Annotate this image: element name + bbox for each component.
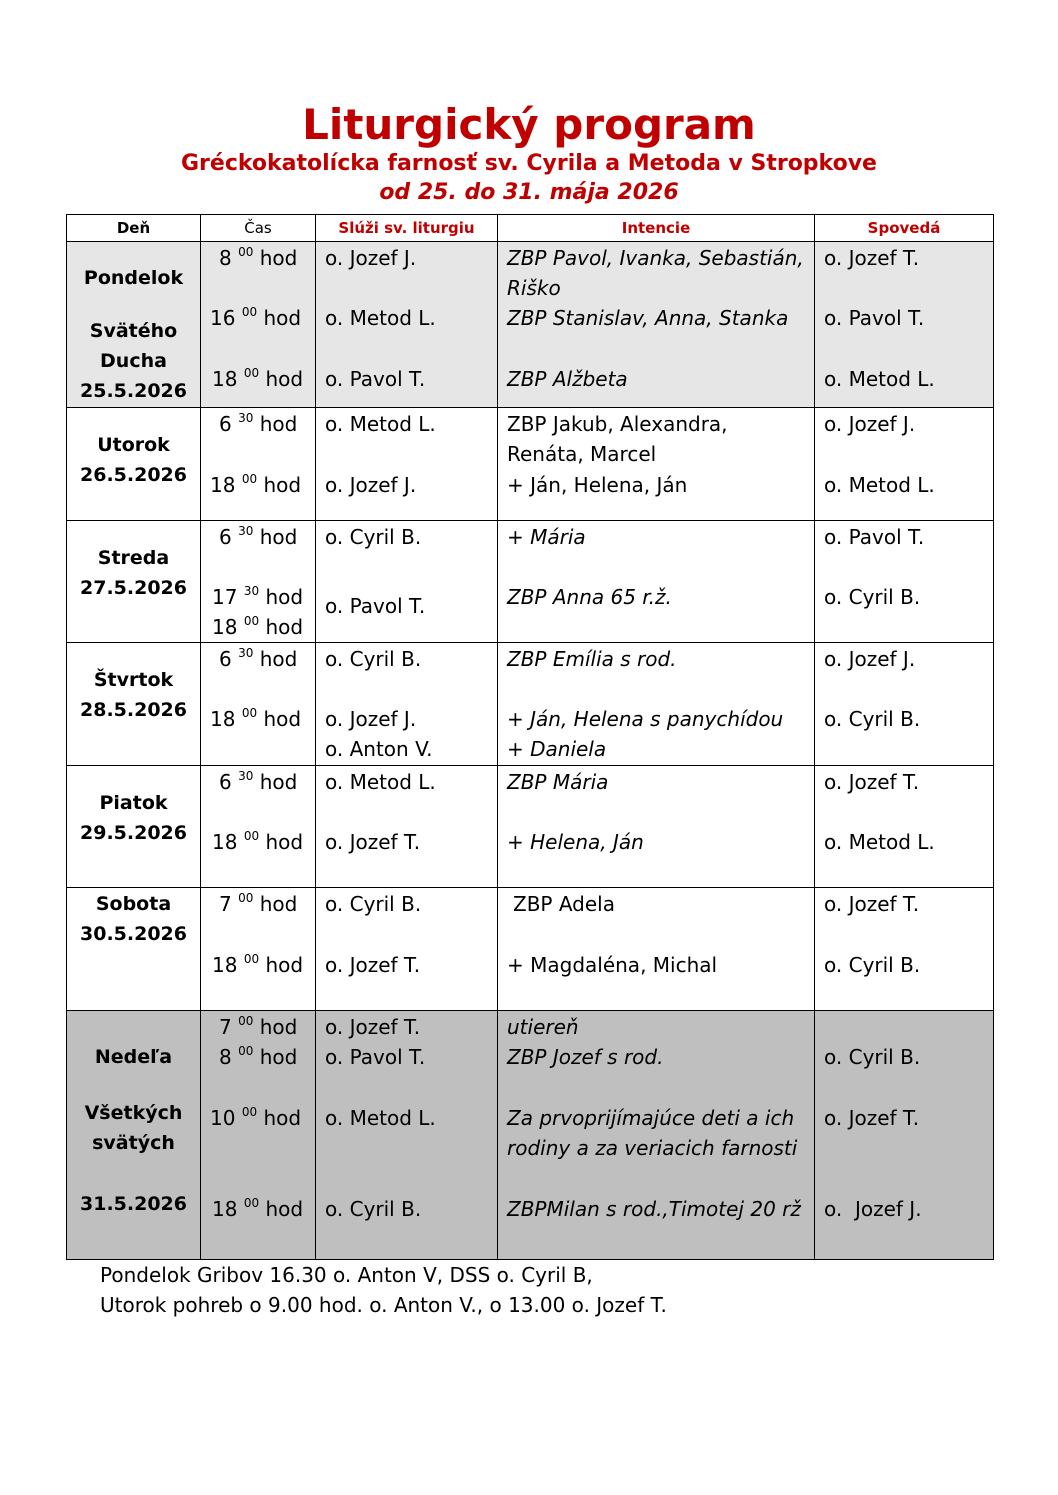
intention-cell xyxy=(498,766,815,888)
page-title: Liturgický program xyxy=(302,100,756,149)
day-cell xyxy=(67,643,201,766)
time-slot: 6 $^{30}$ hod xyxy=(219,524,298,549)
time-slot: 18 $^{00}$ hod xyxy=(212,366,304,391)
table-row xyxy=(67,643,994,766)
time-cell xyxy=(201,408,316,521)
priest-name: o. Cyril B. xyxy=(325,525,422,549)
celebrant-cell xyxy=(316,643,498,766)
day-date: 26.5.2026 xyxy=(80,464,187,486)
intention-cell xyxy=(498,888,815,1011)
priest-name: o. Jozef J. xyxy=(325,473,417,497)
day-cell xyxy=(67,1011,201,1260)
feast-name: svätých xyxy=(92,1132,175,1154)
intention-text: + Helena, Ján xyxy=(507,830,644,854)
time-slot: 18 $^{00}$ hod xyxy=(212,614,304,639)
footer-note: Pondelok Gribov 16.30 o. Anton V, DSS o. Cyril B, xyxy=(100,1263,593,1287)
time-slot: 16 $^{00}$ hod xyxy=(210,305,302,330)
intention-text: + Ján, Helena s panychídou xyxy=(507,707,784,731)
time-slot: 6 $^{30}$ hod xyxy=(219,411,298,436)
confessor-name: o. Cyril B. xyxy=(824,707,921,731)
confessor-cell xyxy=(815,521,994,643)
col-header-intentions: Intencie xyxy=(498,215,815,242)
table-row xyxy=(67,242,994,408)
priest-name: o. Metod L. xyxy=(325,770,436,794)
table-row xyxy=(67,888,994,1011)
intention-text: + Ján, Helena, Ján xyxy=(507,473,688,497)
time-slot: 17 $^{30}$ hod xyxy=(212,584,304,609)
day-date: 31.5.2026 xyxy=(80,1193,187,1215)
col-header-confessor: Spovedá xyxy=(815,215,994,242)
confessor-name: o. Jozef J. xyxy=(824,1197,922,1221)
day-name: Sobota xyxy=(95,893,172,915)
celebrant-cell xyxy=(316,766,498,888)
table-row xyxy=(67,766,994,888)
time-slot: 18 $^{00}$ hod xyxy=(212,1196,304,1221)
intention-text: ZBP Mária xyxy=(507,770,609,794)
feast-name: Všetkých xyxy=(84,1102,183,1124)
intention-cell xyxy=(498,1011,815,1260)
intention-text: ZBP Alžbeta xyxy=(507,367,628,391)
intention-cell xyxy=(498,521,815,643)
feast-name: Svätého xyxy=(89,320,178,342)
day-name: Štvrtok xyxy=(93,669,174,691)
confessor-cell xyxy=(815,643,994,766)
priest-name: o. Cyril B. xyxy=(325,892,422,916)
table-header-row xyxy=(67,215,994,242)
confessor-name: o. Cyril B. xyxy=(824,585,921,609)
intention-cell xyxy=(498,408,815,521)
time-cell xyxy=(201,242,316,408)
time-slot: 18 $^{00}$ hod xyxy=(210,472,302,497)
day-date: 30.5.2026 xyxy=(80,923,187,945)
confessor-name: o. Metod L. xyxy=(824,473,935,497)
priest-name: o. Pavol T. xyxy=(325,1045,426,1069)
confessor-name: o. Pavol T. xyxy=(824,525,925,549)
confessor-cell xyxy=(815,1011,994,1260)
priest-name: o. Jozef T. xyxy=(325,1015,421,1039)
confessor-name: o. Jozef J. xyxy=(824,412,916,436)
intention-text: ZBP Jozef s rod. xyxy=(507,1045,664,1069)
time-cell xyxy=(201,888,316,1011)
priest-name: o. Anton V. xyxy=(325,737,433,761)
intention-text: ZBP Emília s rod. xyxy=(507,647,677,671)
confessor-name: o. Cyril B. xyxy=(824,953,921,977)
confessor-name: o. Jozef T. xyxy=(824,246,920,270)
time-slot: 10 $^{00}$ hod xyxy=(210,1105,302,1130)
time-cell xyxy=(201,643,316,766)
col-header-time: Čas xyxy=(201,215,316,242)
day-date: 27.5.2026 xyxy=(80,577,187,599)
intention-text: Za prvoprijímajúce deti a ich rodiny a za veriacich farnosti xyxy=(507,1106,798,1160)
intention-text: ZBP Adela xyxy=(513,892,615,916)
intention-cell xyxy=(498,643,815,766)
priest-name: o. Jozef J. xyxy=(325,707,417,731)
confessor-name: o. Jozef T. xyxy=(824,1106,920,1130)
day-cell xyxy=(67,521,201,643)
confessor-cell xyxy=(815,766,994,888)
time-slot: 18 $^{00}$ hod xyxy=(212,829,304,854)
schedule-table xyxy=(66,214,994,1260)
day-cell xyxy=(67,766,201,888)
time-cell xyxy=(201,1011,316,1260)
day-cell xyxy=(67,888,201,1011)
confessor-cell xyxy=(815,888,994,1011)
intention-text: + Daniela xyxy=(507,737,607,761)
intention-cell xyxy=(498,242,815,408)
confessor-name: o. Metod L. xyxy=(824,830,935,854)
intention-text: ZBP Anna 65 r.ž. xyxy=(507,585,672,609)
time-slot: 18 $^{00}$ hod xyxy=(210,706,302,731)
time-slot: 7 $^{00}$ hod xyxy=(219,1014,298,1039)
time-slot: 7 $^{00}$ hod xyxy=(219,891,298,916)
table-row xyxy=(67,521,994,643)
time-slot: 6 $^{30}$ hod xyxy=(219,769,298,794)
day-cell xyxy=(67,408,201,521)
day-name: Streda xyxy=(97,547,170,569)
parish-subtitle: Gréckokatolícka farnosť sv. Cyrila a Metoda v Stropkove xyxy=(181,151,877,176)
priest-name: o. Cyril B. xyxy=(325,1197,422,1221)
priest-name: o. Metod L. xyxy=(325,412,436,436)
confessor-name: o. Jozef T. xyxy=(824,892,920,916)
priest-name: o. Metod L. xyxy=(325,306,436,330)
day-cell xyxy=(67,242,201,408)
celebrant-cell xyxy=(316,888,498,1011)
day-date: 29.5.2026 xyxy=(80,822,187,844)
time-cell xyxy=(201,766,316,888)
celebrant-cell xyxy=(316,242,498,408)
intention-text: + Mária xyxy=(507,525,586,549)
confessor-name: o. Cyril B. xyxy=(824,1045,921,1069)
day-name: Nedeľa xyxy=(94,1046,173,1068)
intention-text: + Magdaléna, Michal xyxy=(507,953,718,977)
confessor-name: o. Jozef T. xyxy=(824,770,920,794)
priest-name: o. Jozef T. xyxy=(325,830,421,854)
priest-name: o. Cyril B. xyxy=(325,647,422,671)
time-slot: 6 $^{30}$ hod xyxy=(219,646,298,671)
time-cell xyxy=(201,521,316,643)
day-date: 28.5.2026 xyxy=(80,699,187,721)
feast-name: Ducha xyxy=(100,350,167,372)
intention-text: utiereň xyxy=(507,1015,579,1039)
priest-name: o. Metod L. xyxy=(325,1106,436,1130)
confessor-name: o. Pavol T. xyxy=(824,306,925,330)
time-slot: 8 $^{00}$ hod xyxy=(219,1044,298,1069)
col-header-day: Deň xyxy=(67,215,201,242)
intention-text: ZBP Jakub, Alexandra, Renáta, Marcel xyxy=(507,412,728,466)
day-name: Utorok xyxy=(97,434,170,456)
priest-name: o. Pavol T. xyxy=(325,594,426,618)
footer-note: Utorok pohreb o 9.00 hod. o. Anton V., o 13.00 o. Jozef T. xyxy=(100,1293,667,1317)
celebrant-cell xyxy=(316,408,498,521)
celebrant-cell xyxy=(316,521,498,643)
priest-name: o. Pavol T. xyxy=(325,367,426,391)
day-name: Piatok xyxy=(99,792,168,814)
priest-name: o. Jozef T. xyxy=(325,953,421,977)
intention-text: ZBPMilan s rod.,Timotej 20 rž xyxy=(507,1197,801,1221)
table-row xyxy=(67,408,994,521)
confessor-name: o. Jozef J. xyxy=(824,647,916,671)
day-date: 25.5.2026 xyxy=(80,380,187,402)
table-row xyxy=(67,1011,994,1260)
intention-text: ZBP Stanislav, Anna, Stanka xyxy=(507,306,789,330)
date-range: od 25. do 31. mája 2026 xyxy=(379,180,679,205)
time-slot: 18 $^{00}$ hod xyxy=(212,952,304,977)
celebrant-cell xyxy=(316,1011,498,1260)
priest-name: o. Jozef J. xyxy=(325,246,417,270)
confessor-cell xyxy=(815,408,994,521)
confessor-name: o. Metod L. xyxy=(824,367,935,391)
col-header-celebrant: Slúži sv. liturgiu xyxy=(316,215,498,242)
confessor-cell xyxy=(815,242,994,408)
day-name: Pondelok xyxy=(83,267,184,289)
time-slot: 8 $^{00}$ hod xyxy=(219,245,298,270)
intention-text: ZBP Pavol, Ivanka, Sebastián, Riško xyxy=(507,246,804,300)
